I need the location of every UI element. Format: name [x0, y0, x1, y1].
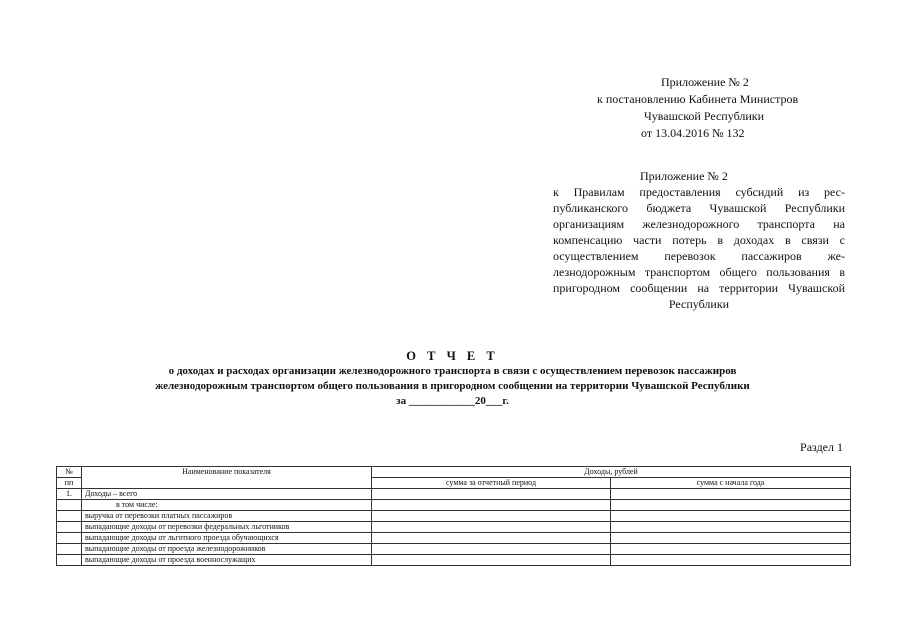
- section-label: Раздел 1: [800, 440, 843, 454]
- row-num: 1.: [57, 489, 82, 500]
- row-period-cell[interactable]: [372, 489, 611, 500]
- appendix-1-block: [560, 74, 860, 142]
- row-period-cell[interactable]: [372, 533, 611, 544]
- appendix-1-date: от 13.04.2016 № 132: [641, 126, 745, 140]
- table-row: [57, 500, 851, 511]
- report-title: О Т Ч Е Т: [406, 349, 499, 363]
- row-period-cell[interactable]: [372, 555, 611, 566]
- row-num: [57, 522, 82, 533]
- row-period-cell[interactable]: [372, 544, 611, 555]
- row-num: [57, 500, 82, 511]
- row-name: выпадающие доходы от перевозки федеральных льготников: [82, 522, 372, 533]
- table-row: [57, 511, 851, 522]
- report-period-line: за ____________20___г.: [396, 395, 509, 407]
- row-num: [57, 533, 82, 544]
- row-num: [57, 555, 82, 566]
- appendix-2-body: к Правилам предоставления субсидий из республиканского бюджета Чувашской Республики организациям железнодорожного транспорта на компенсацию части потерь в доходах в связи с осуществлением перевозок пассажиров железнодорожным транспортом общего пользования в пригородном сообщении на территории Чувашской Республики: [553, 185, 845, 311]
- table-row: [57, 489, 851, 500]
- report-subtitle-line-1: о доходах и расходах организации железнодорожного транспорта в связи с осуществлением перевозок пассажиров: [168, 365, 737, 377]
- header-num-top: №: [57, 467, 82, 478]
- row-period-cell[interactable]: [372, 511, 611, 522]
- table-header-row-1: [57, 467, 851, 478]
- row-period-cell[interactable]: [372, 522, 611, 533]
- row-name: выпадающие доходы от проезда железнодорожников: [82, 544, 372, 555]
- row-year-cell[interactable]: [611, 500, 851, 511]
- table-row: [57, 555, 851, 566]
- row-year-cell[interactable]: [611, 522, 851, 533]
- table-row: [57, 533, 851, 544]
- row-name: Доходы – всего: [82, 489, 372, 500]
- table-row: [57, 544, 851, 555]
- row-year-cell[interactable]: [611, 489, 851, 500]
- row-name: выпадающие доходы от проезда военнослужащих: [82, 555, 372, 566]
- row-name: выручка от перевозки платных пассажиров: [82, 511, 372, 522]
- header-year-sum: сумма с начала года: [611, 478, 851, 489]
- appendix-1-republic: Чувашской Республики: [644, 109, 765, 123]
- report-subtitle-line-2: железнодорожным транспортом общего пользования в пригородном сообщении на территории Чувашской Республики: [155, 380, 750, 392]
- row-name: в том числе:: [82, 500, 372, 511]
- report-subtitle: [60, 364, 845, 409]
- row-num: [57, 511, 82, 522]
- row-num: [57, 544, 82, 555]
- header-period-sum: сумма за отчетный период: [372, 478, 611, 489]
- header-indicator-name: Наименование показателя: [82, 467, 372, 489]
- appendix-2-title: Приложение № 2: [640, 169, 728, 183]
- row-name: выпадающие доходы от льготного проезда обучающихся: [82, 533, 372, 544]
- report-table: [56, 466, 851, 566]
- header-num-bottom: пп: [57, 478, 82, 489]
- row-period-cell[interactable]: [372, 500, 611, 511]
- row-year-cell[interactable]: [611, 533, 851, 544]
- header-income: Доходы, рублей: [372, 467, 851, 478]
- row-year-cell[interactable]: [611, 544, 851, 555]
- row-year-cell[interactable]: [611, 555, 851, 566]
- row-year-cell[interactable]: [611, 511, 851, 522]
- appendix-1-title: Приложение № 2: [661, 75, 749, 89]
- table-row: [57, 522, 851, 533]
- appendix-1-resolution: к постановлению Кабинета Министров: [597, 92, 799, 106]
